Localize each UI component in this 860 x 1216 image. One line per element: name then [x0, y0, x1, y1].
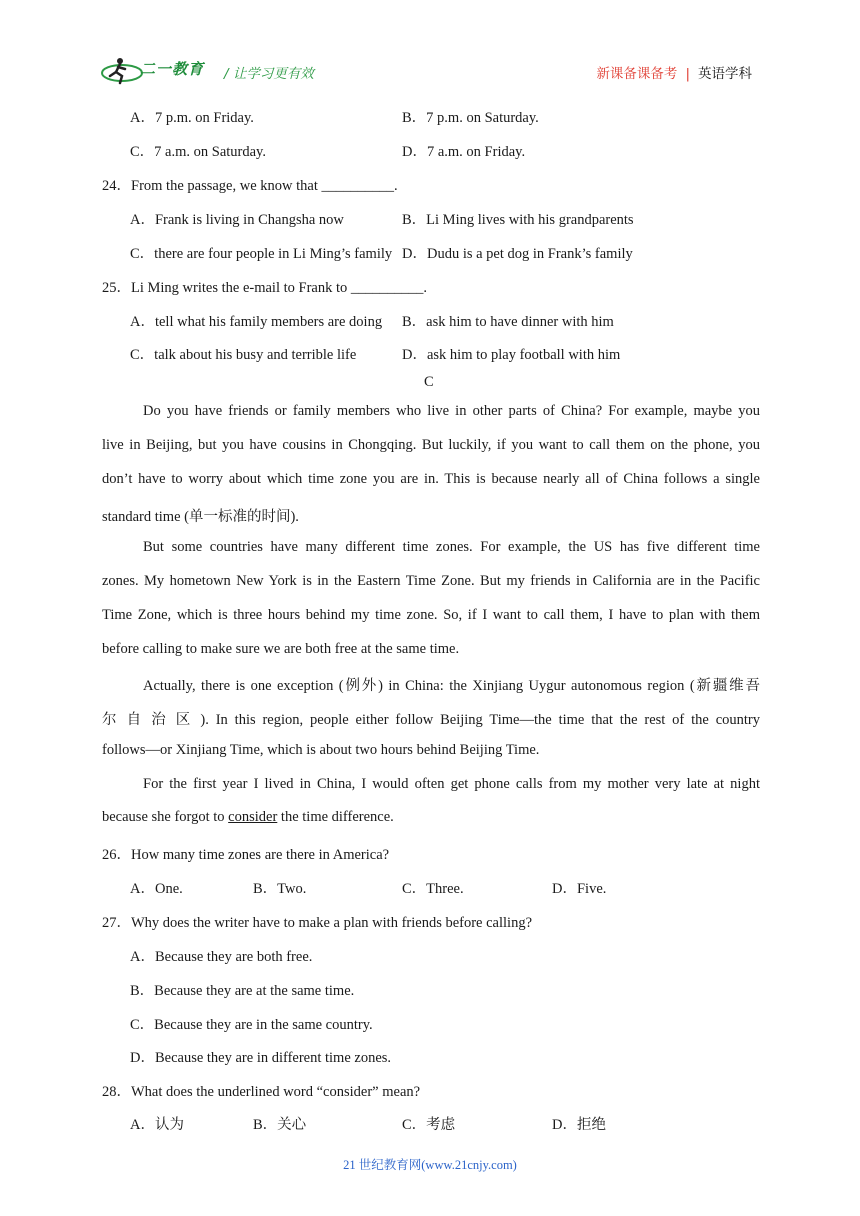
- passage-p2-line3: Time Zone, which is three hours behind my time zone. So, if I want to call them, I have to plan with them: [102, 607, 760, 623]
- passage-p3-line3: follows—or Xinjiang Time, which is about two hours behind Beijing Time.: [102, 742, 540, 758]
- q25-stem: 25．Li Ming writes the e-mail to Frank to __________.: [102, 280, 428, 296]
- passage-p3-line1: Actually, there is one exception (例外) in China: the Xinjiang Uygur autonomous region (新疆维吾: [143, 678, 760, 694]
- header-separator: |: [685, 66, 690, 82]
- passage-p1-line4: standard time (单一标准的时间).: [102, 509, 299, 525]
- q24-option-c: C．there are four people in Li Ming’s family: [130, 246, 393, 262]
- page-footer: 21 世纪教育网(www.21cnjy.com): [343, 1158, 517, 1172]
- q28-option-c: C．考虑: [402, 1117, 456, 1133]
- q28-option-a: A．认为: [130, 1117, 184, 1133]
- passage-p2-line1: But some countries have many different time zones. For example, the US has five different time: [143, 539, 760, 555]
- q23-option-a: A．7 p.m. on Friday.: [130, 110, 254, 126]
- passage-p2-line2: zones. My hometown New York is in the Eastern Time Zone. But my friends in California are in the Pacific: [102, 573, 760, 589]
- header-subject-label: 英语学科: [698, 66, 752, 82]
- passage-p3-line2: 尔 自 治 区 ). In this region, people either follow Beijing Time—the time that the rest of the country: [102, 712, 760, 728]
- header-course-label: 新课备课备考: [596, 66, 678, 82]
- slogan: / 让学习更有效: [224, 66, 314, 82]
- q25-option-a: A．tell what his family members are doing: [130, 314, 383, 330]
- q27-option-b: B．Because they are at the same time.: [130, 983, 355, 999]
- section-heading: C: [424, 374, 434, 390]
- passage-p1-line3: don’t have to worry about which time zone you are in. This is because nearly all of China follows a single: [102, 471, 760, 487]
- passage-p1-line2: live in Beijing, but you have cousins in Chongqing. But luckily, if you want to call them on the phone, you: [102, 437, 760, 453]
- q24-option-d: D．Dudu is a pet dog in Frank’s family: [402, 246, 633, 262]
- q25-option-c: C．talk about his busy and terrible life: [130, 347, 357, 363]
- q23-option-c: C．7 a.m. on Saturday.: [130, 144, 266, 160]
- q23-option-b: B．7 p.m. on Saturday.: [402, 110, 539, 126]
- q24-option-a: A．Frank is living in Changsha now: [130, 212, 344, 228]
- q28-stem: 28．What does the underlined word “consider” mean?: [102, 1084, 421, 1100]
- passage-p1-line1: Do you have friends or family members who live in other parts of China? For example, maybe you: [143, 403, 760, 419]
- q28-option-d: D．拒绝: [552, 1117, 606, 1133]
- q28-option-b: B．关心: [253, 1117, 307, 1133]
- q27-stem: 27．Why does the writer have to make a plan with friends before calling?: [102, 915, 533, 931]
- q27-option-c: C．Because they are in the same country.: [130, 1017, 373, 1033]
- q23-option-d: D．7 a.m. on Friday.: [402, 144, 526, 160]
- q26-option-a: A．One.: [130, 881, 183, 897]
- q26-option-c: C．Three.: [402, 881, 464, 897]
- passage-p4-text-pre: because she forgot to: [102, 809, 229, 825]
- passage-p2-line4: before calling to make sure we are both free at the same time.: [102, 641, 460, 657]
- q25-option-b: B．ask him to have dinner with him: [402, 314, 614, 330]
- page-header: [100, 52, 760, 92]
- brand-name: 二一教育: [140, 60, 205, 78]
- q26-option-d: D．Five.: [552, 881, 607, 897]
- passage-p4-line2: [102, 809, 760, 826]
- q26-stem: 26．How many time zones are there in America?: [102, 847, 390, 863]
- q24-stem: 24．From the passage, we know that __________.: [102, 178, 398, 194]
- underlined-word-consider: consider: [228, 809, 278, 825]
- q26-option-b: B．Two.: [253, 881, 307, 897]
- header-subject: [596, 62, 752, 82]
- passage-p4-line1: For the first year I lived in China, I would often get phone calls from my mother very late at night: [143, 776, 760, 792]
- passage-p4-text-post: the time difference.: [277, 809, 394, 825]
- q27-option-d: D．Because they are in different time zones.: [130, 1050, 392, 1066]
- q27-option-a: A．Because they are both free.: [130, 949, 313, 965]
- q24-option-b: B．Li Ming lives with his grandparents: [402, 212, 634, 228]
- q25-option-d: D．ask him to play football with him: [402, 347, 621, 363]
